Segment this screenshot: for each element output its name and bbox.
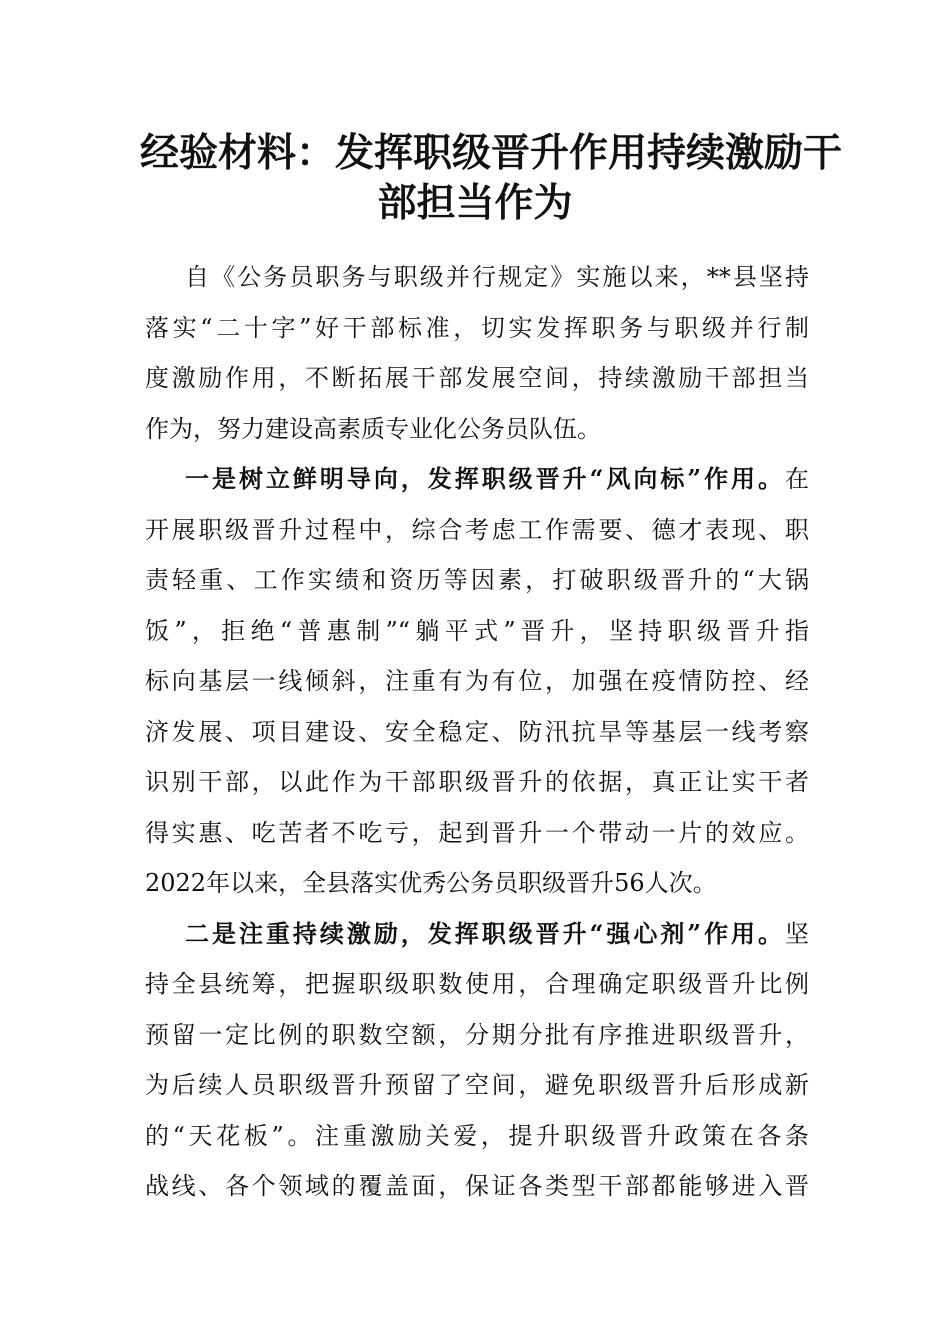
document-body: [145, 252, 809, 1212]
paragraph-line: 标向基层一线倾斜，注重有为有位，加强在疫情防控、经: [145, 667, 809, 695]
paragraph-lead-rest: 在: [785, 465, 809, 493]
paragraph-line: 责轻重、工作实绩和资历等因素，打破职级晋升的“大锅: [145, 566, 809, 594]
paragraph-first-line: [145, 909, 809, 960]
paragraph-line: 战线、各个领域的覆盖面，保证各类型干部都能够进入晋: [145, 1172, 809, 1200]
paragraph-line: 济发展、项目建设、安全稳定、防汛抗旱等基层一线考察: [145, 717, 809, 746]
paragraph-line: 开展职级晋升过程中，综合考虑工作需要、德才表现、职: [145, 515, 809, 544]
document-title: [140, 128, 843, 228]
paragraph-line: 作为，努力建设高素质专业化公务员队伍。: [145, 414, 601, 443]
paragraph-line: 饭”，拒绝“普惠制”“躺平式”晋升，坚持职级晋升指: [145, 616, 809, 645]
paragraph-line: 识别干部，以此作为干部职级晋升的依据，真正让实干者: [145, 768, 809, 796]
paragraph-intro: [145, 252, 809, 454]
title-line-1: 经验材料：发挥职级晋升作用持续激励干: [140, 130, 843, 176]
paragraph-line: 预留一定比例的职数空额，分期分批有序推进职级晋升，: [145, 1020, 809, 1049]
paragraph-lead: 二是注重持续激励，发挥职级晋升“强心剂”作用。: [185, 918, 785, 948]
title-line-2: 部担当作为: [377, 180, 573, 226]
paragraph-lead-rest: 坚: [785, 919, 809, 948]
paragraph-point-2: [145, 909, 809, 1212]
paragraph-line: 2022年以来，全县落实优秀公务员职级晋升56人次。: [145, 869, 717, 897]
paragraph-line: 落实“二十字”好干部标准，切实发挥职务与职级并行制: [145, 313, 809, 342]
paragraph-line: 自《公务员职务与职级并行规定》实施以来，**县坚持: [185, 263, 809, 291]
paragraph-lead: 一是树立鲜明导向，发挥职级晋升“风向标”作用。: [185, 464, 785, 493]
paragraph-line: 得实惠、吃苦者不吃亏，起到晋升一个带动一片的效应。: [145, 818, 809, 847]
paragraph-point-1: [145, 454, 809, 909]
paragraph-first-line: [145, 454, 809, 505]
paragraph-line: 度激励作用，不断拓展干部发展空间，持续激励干部担当: [145, 364, 809, 392]
paragraph-line: 为后续人员职级晋升预留了空间，避免职级晋升后形成新: [145, 1071, 809, 1099]
paragraph-line: 持全县统筹，把握职级职数使用，合理确定职级晋升比例: [145, 970, 809, 998]
paragraph-line: 的“天花板”。注重激励关爱，提升职级晋升政策在各条: [145, 1121, 809, 1150]
